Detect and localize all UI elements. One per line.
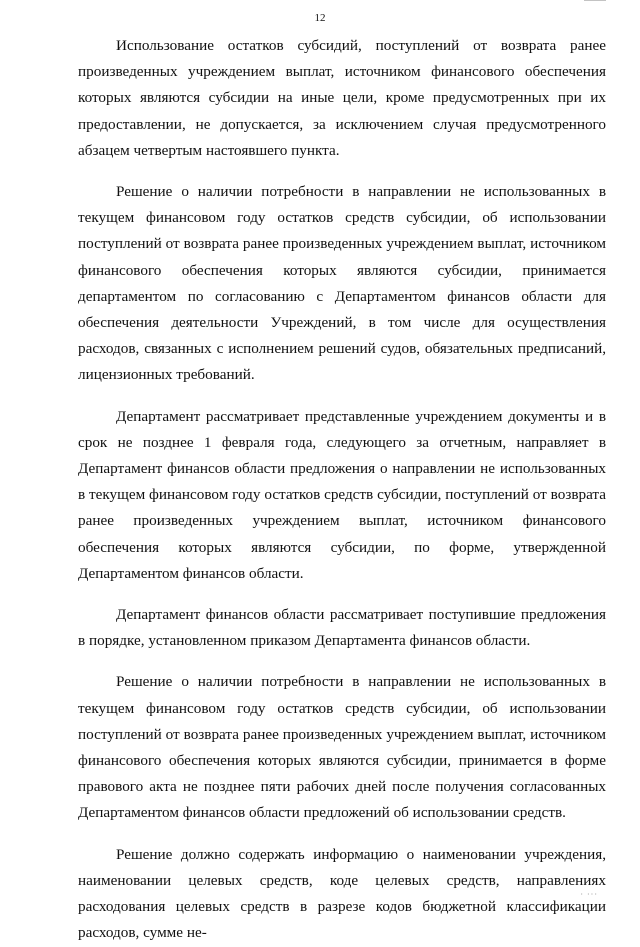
paragraph-unused-balances: Использование остатков субсидий, поступлений от возврата ранее произведенных учреждением выплат, источником финансового обеспечения которых являются субсидии на иные цели, кроме предусмотренных при их предоставлении, не допускается, за исключением случая предусмотренного абзацем четвертым настоявшего пункта.: [78, 37, 606, 159]
page-number: 12: [314, 12, 326, 24]
scan-artifact-bottom: · ···: [580, 890, 598, 899]
paragraph-decision-contents: Решение должно содержать информацию о наименовании учреждения, наименовании целевых средств, коде целевых средств, направлениях расходования целевых средств в разрезе кодов бюджетной классификации расходов, сумме не-: [78, 845, 606, 942]
paragraph-need-decision: Решение о наличии потребности в направлении не использованных в текущем финансовом году остатков средств субсидии, об использовании поступлений от возврата ранее произведенных учреждением выплат, источником финансового обеспечения которых являются субсидии, принимается департаментом по согласованию с Департаментом финансов области для обеспечения деятельности Учреждений, в том числе для осуществления расходов, связанных с исполнением решений судов, обязательных предписаний, лицензионных требований.: [78, 183, 606, 384]
paragraph-finance-review: Департамент финансов области рассматривает поступившие предложения в порядке, установленном приказом Департамента финансов области.: [78, 606, 606, 650]
scan-artifact-top: [584, 0, 606, 4]
document-body: [78, 33, 606, 947]
paragraph-legal-act-decision: Решение о наличии потребности в направлении не использованных в текущем финансовом году остатков средств субсидии, об использовании поступлений от возврата ранее произведенных учреждением выплат, источником финансового обеспечения которых являются субсидии, принимается в форме правового акта не позднее пяти рабочих дней после получения согласованных Департаментом финансов области предложений об использовании средств.: [78, 673, 606, 822]
paragraph-department-review: Департамент рассматривает представленные учреждением документы и в срок не позднее 1 февраля года, следующего за отчетным, направляет в Департамент финансов области предложения о направлении не использованных в текущем финансовом году остатков средств субсидии, поступлений от возврата ранее произведенных учреждением выплат, источником финансового обеспечения которых являются субсидии, по форме, утвержденной Департаментом финансов области.: [78, 407, 606, 582]
